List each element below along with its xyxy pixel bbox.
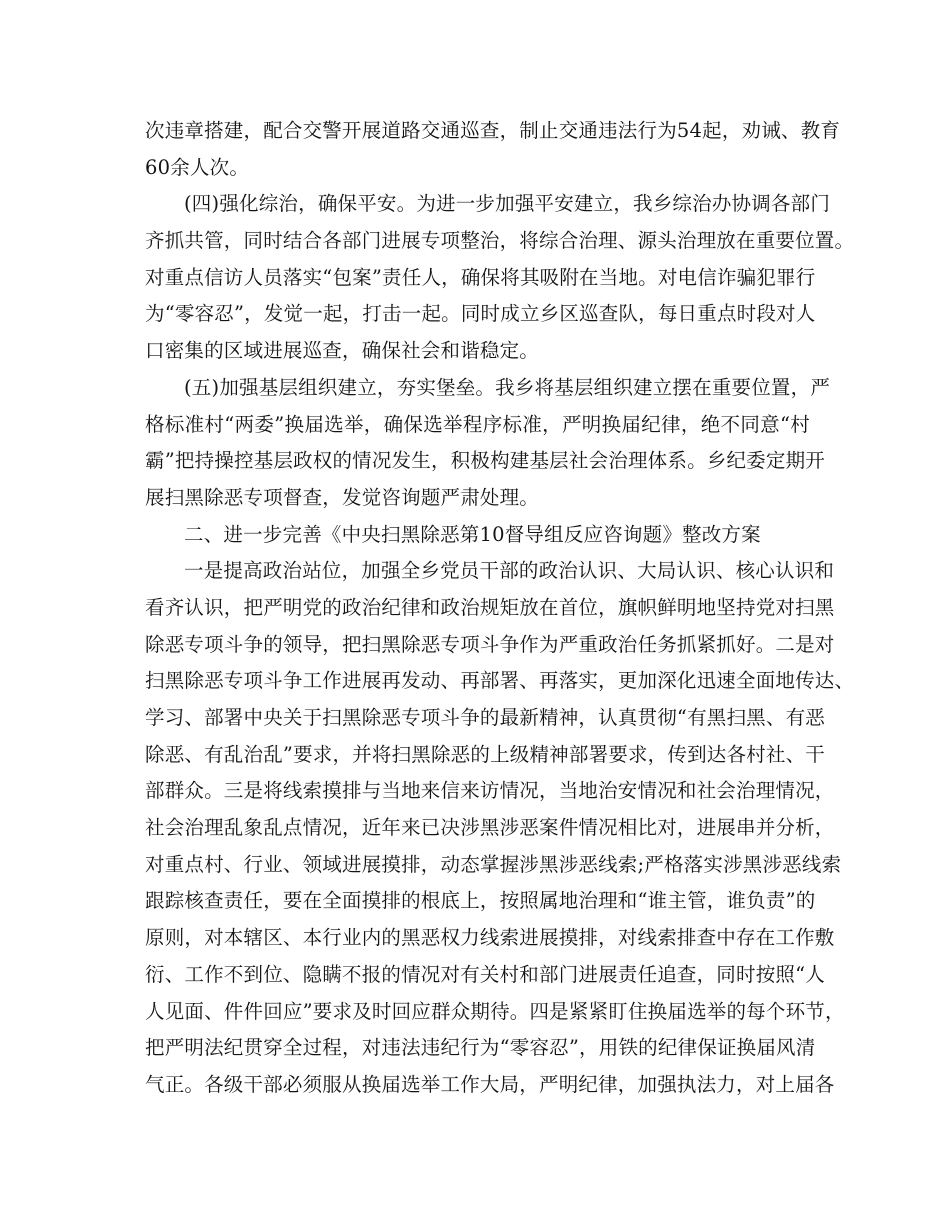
text-line: 气正。各级干部必须服从换届选举工作大局，严明纪律，加强执法力，对上届各 — [145, 1072, 835, 1096]
document-body — [145, 113, 855, 1104]
text-line: 衍、工作不到位、隐瞒不报的情况对有关村和部门进展责任追查，同时按照“人 — [145, 962, 825, 986]
text-line: 一是提高政治站位，加强全乡党员干部的政治认识、大局认识、核心认识和 — [184, 559, 835, 583]
text-line: 对重点信访人员落实“包案”责任人，确保将其吸附在当地。对电信诈骗犯罪行 — [145, 265, 816, 289]
text-line: 二、进一步完善《中央扫黑除恶第10督导组反应咨询题》整改方案 — [184, 522, 761, 546]
text-line: 展扫黑除恶专项督查，发觉咨询题严肃处理。 — [145, 485, 540, 509]
text-line: 口密集的区域进展巡查，确保社会和谐稳定。 — [145, 339, 540, 363]
text-line: 为“零容忍”，发觉一起，打击一起。同时成立乡区巡查队，每日重点时段对人 — [145, 302, 816, 326]
text-line: 格标准村“两委”换届选举，确保选举程序标准，严明换届纪律，绝不同意“村 — [145, 412, 810, 436]
text-line: (四)强化综治，确保平安。为进一步加强平安建立，我乡综治办协调各部门 — [184, 192, 831, 216]
text-line: 学习、部署中央关于扫黑除恶专项斗争的最新精神，认真贯彻“有黑扫黑、有恶 — [145, 706, 825, 729]
text-line: 扫黑除恶专项斗争工作进展再发动、再部署、再落实，更加深化迅速全面地传达、 — [145, 669, 855, 693]
text-line: 次违章搭建，配合交警开展道路交通巡查，制止交通违法行为54起，劝诫、教育 — [145, 119, 841, 142]
text-line: 部群众。三是将线索摸排与当地来信来访情况，当地治安情况和社会治理情况， — [145, 779, 835, 803]
text-line: 齐抓共管，同时结合各部门进展专项整治，将综合治理、源头治理放在重要位置。 — [145, 229, 855, 253]
text-line: 对重点村、行业、领域进展摸排，动态掌握涉黑涉恶线索;严格落实涉黑涉恶线索 — [145, 852, 842, 876]
text-line: 霸”把持操控基层政权的情况发生，积极构建基层社会治理体系。乡纪委定期开 — [145, 449, 825, 473]
text-line: 60余人次。 — [145, 155, 250, 179]
text-line: 看齐认识，把严明党的政治纪律和政治规矩放在首位，旗帜鲜明地坚持党对扫黑 — [145, 595, 835, 619]
text-line: 人见面、件件回应”要求及时回应群众期待。四是紧紧盯住换届选举的每个环节， — [145, 999, 845, 1023]
text-line: 把严明法纪贯穿全过程，对违法违纪行为“零容忍”，用铁的纪律保证换届风清 — [145, 1036, 816, 1060]
text-line: 原则，对本辖区、本行业内的黑恶权力线索进展摸排，对线索排查中存在工作敷 — [145, 926, 835, 950]
text-line: 社会治理乱象乱点情况，近年来已决涉黑涉恶案件情况相比对，进展串并分析， — [145, 816, 835, 840]
text-line: (五)加强基层组织建立，夯实堡垒。我乡将基层组织建立摆在重要位置，严 — [184, 375, 831, 399]
text-line: 除恶专项斗争的领导，把扫黑除恶专项斗争作为严重政治任务抓紧抓好。二是对 — [145, 632, 835, 656]
text-line: 跟踪核查责任，要在全面摸排的根底上，按照属地治理和“谁主管，谁负责”的 — [145, 889, 816, 913]
text-line: 除恶、有乱治乱”要求，并将扫黑除恶的上级精神部署要求，传到达各村社、干 — [145, 742, 825, 766]
